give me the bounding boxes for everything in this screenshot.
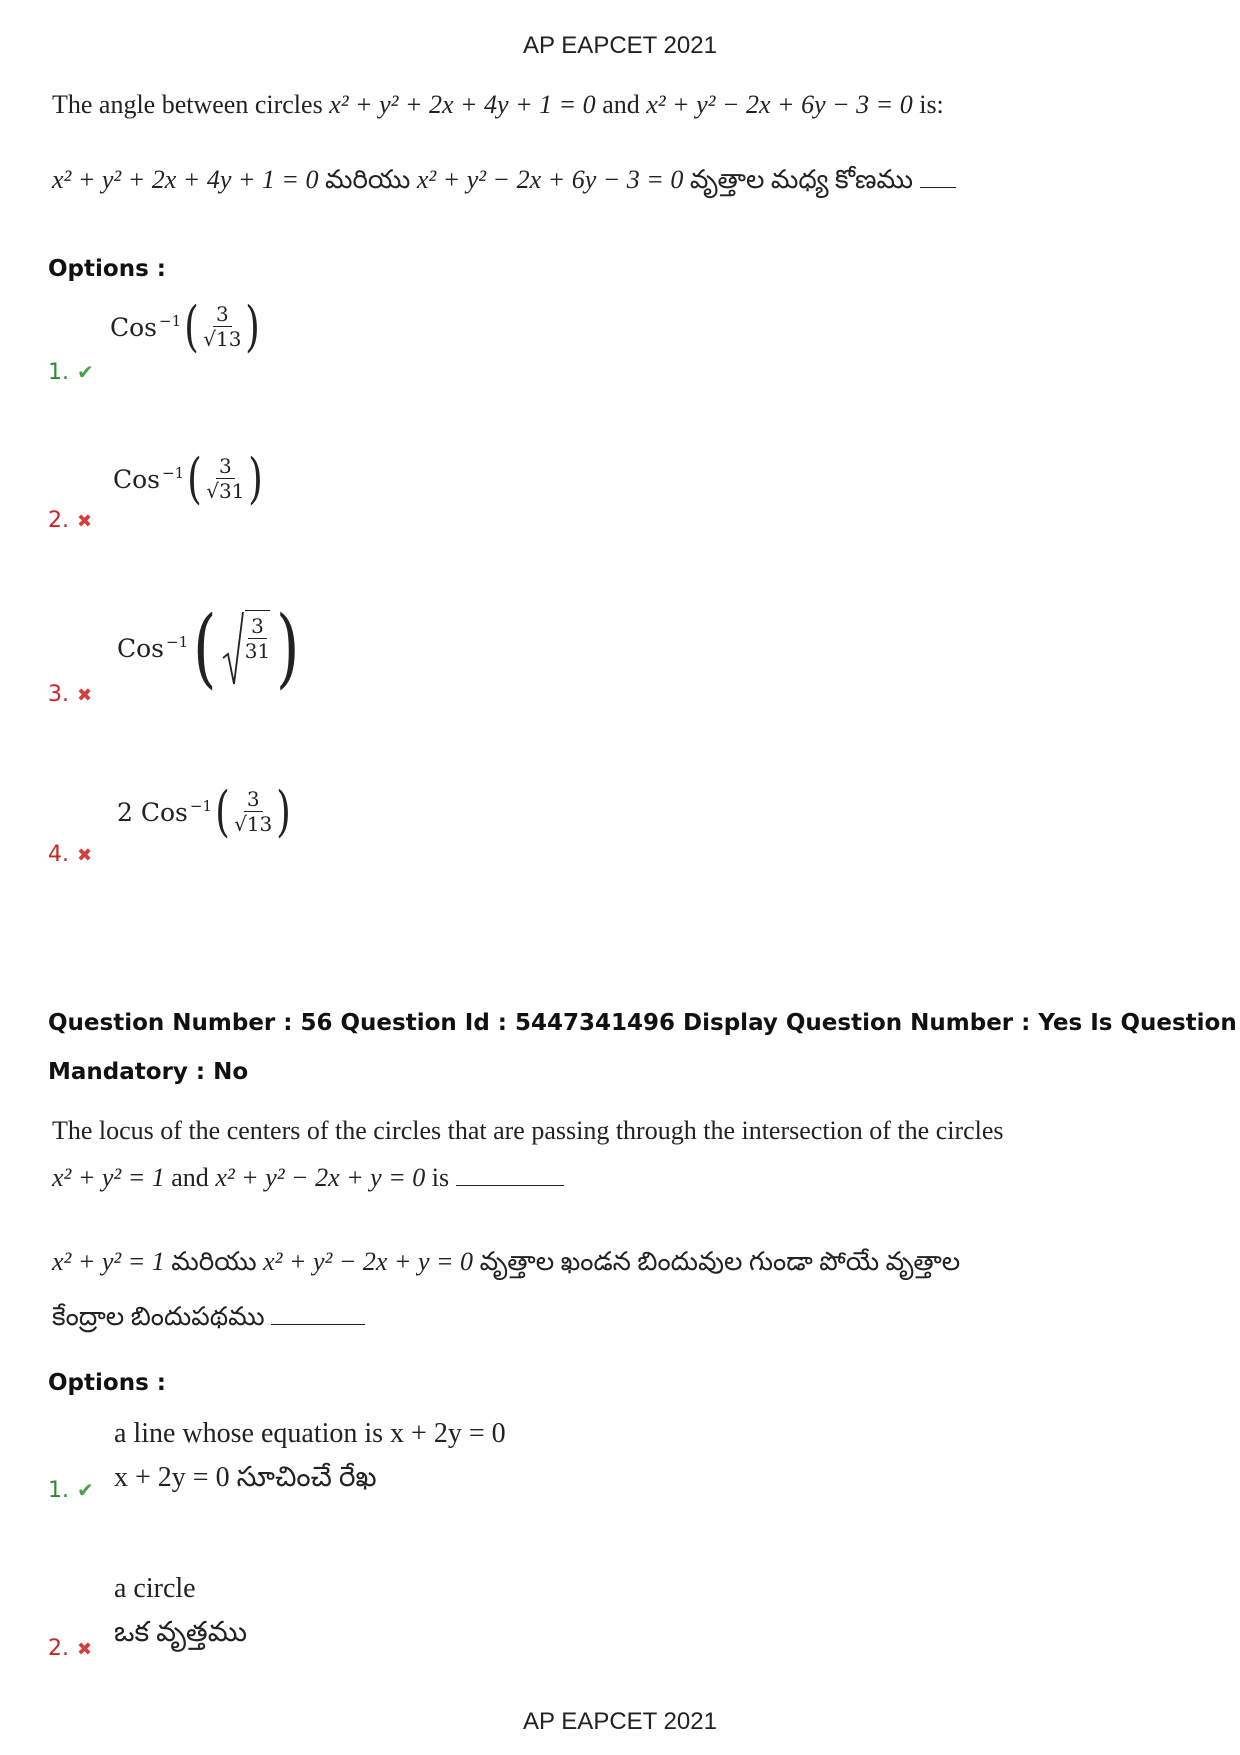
function-name: Cos (113, 464, 161, 494)
q55-equation-2: x² + y² − 2x + 6y − 3 = 0 (646, 90, 913, 119)
numerator: 3 (244, 788, 263, 812)
fraction (245, 610, 270, 686)
q55-te-suffix: వృత్తాల మధ్య కోణము (683, 165, 920, 194)
numerator: 3 (248, 615, 267, 639)
denominator: √13 (234, 812, 273, 836)
square-root-fraction (222, 610, 271, 686)
exponent: −1 (159, 312, 182, 330)
exponent: −1 (166, 633, 189, 651)
q55-text-prefix: The angle between circles (52, 90, 330, 119)
fraction (234, 788, 272, 836)
function-name: Cos (140, 797, 188, 827)
left-paren: ( (187, 447, 203, 510)
q56-option-2-number: 2. ✖ (48, 1636, 93, 1661)
q56-is: is (425, 1163, 456, 1192)
denominator: √13 (203, 327, 242, 351)
radical-sign-icon (222, 610, 244, 686)
q55-options-label: Options : (48, 256, 166, 282)
question-55-text-en (52, 90, 944, 120)
left-paren: ( (184, 295, 200, 358)
q55-option-2-number: 2. ✖ (48, 508, 93, 533)
function-name: Cos (117, 633, 165, 663)
cross-icon: ✖ (77, 845, 93, 866)
denominator: √31 (206, 479, 245, 503)
cross-icon: ✖ (77, 1639, 93, 1660)
q56-option-2-text-te: ఒక వృత్తము (114, 1617, 248, 1648)
q56-option-2-text-en: a circle (114, 1573, 196, 1604)
left-paren: ( (193, 598, 217, 698)
q56-equation-1: x² + y² = 1 (52, 1163, 165, 1192)
q56-te-line-2-text: కేంద్రాల బిందుపథము (52, 1302, 272, 1331)
q56-te-equation-2: x² + y² − 2x + y = 0 (263, 1247, 474, 1276)
fraction (203, 303, 241, 351)
left-paren: ( (215, 780, 230, 843)
q56-option-1-text-en: a line whose equation is x + 2y = 0 (114, 1418, 506, 1449)
q56-te-equation-1: x² + y² = 1 (52, 1247, 165, 1276)
q55-text-suffix: is: (912, 90, 944, 119)
q55-option-1-expression (110, 295, 264, 358)
page-header: AP EAPCET 2021 (523, 32, 717, 59)
q55-option-4-number: 4. ✖ (48, 842, 93, 867)
q56-option-1-number: 1. ✔ (48, 1478, 94, 1503)
q55-option-2-expression (113, 447, 267, 510)
q55-and: and (595, 90, 647, 119)
q55-te-equation-1: x² + y² + 2x + 4y + 1 = 0 (52, 165, 319, 194)
right-paren: ) (248, 447, 264, 510)
exponent: −1 (189, 797, 212, 815)
q56-meta-line-1: Question Number : 56 Question Id : 5447341496 Display Question Number : Yes Is Question (48, 1010, 1237, 1036)
q56-and: and (164, 1163, 216, 1192)
q56-text-te-line-1 (52, 1247, 960, 1283)
q56-text-te-line-2 (52, 1302, 365, 1338)
right-paren: ) (276, 780, 292, 843)
numerator: 3 (216, 455, 235, 479)
q55-option-4-expression (117, 780, 294, 843)
page-footer: AP EAPCET 2021 (523, 1708, 717, 1735)
cross-icon: ✖ (77, 685, 93, 706)
q56-te-mid: మరియు (164, 1247, 264, 1276)
q56-option-1-text-te: x + 2y = 0 సూచించే రేఖ (114, 1462, 377, 1493)
exponent: −1 (162, 464, 185, 482)
q55-option-3-expression (117, 598, 305, 698)
q56-text-en-line-1: The locus of the centers of the circles that are passing through the intersection of the circles (52, 1116, 1004, 1145)
q56-options-label: Options : (48, 1370, 166, 1396)
function-name: Cos (110, 312, 158, 342)
q56-text-en-line-2 (52, 1163, 564, 1193)
answer-blank (920, 167, 956, 188)
fraction (206, 455, 244, 503)
q55-equation-1: x² + y² + 2x + 4y + 1 = 0 (329, 90, 596, 119)
right-paren: ) (245, 295, 261, 358)
q55-option-1-number: 1. ✔ (48, 360, 94, 385)
q55-te-equation-2: x² + y² − 2x + 6y − 3 = 0 (416, 165, 684, 194)
question-55-text-te (52, 165, 956, 201)
answer-blank (271, 1304, 365, 1325)
check-icon: ✔ (77, 1478, 94, 1502)
q56-equation-2: x² + y² − 2x + y = 0 (215, 1163, 426, 1192)
numerator: 3 (213, 303, 232, 327)
cross-icon: ✖ (77, 511, 93, 532)
q56-meta-line-2: Mandatory : No (48, 1059, 249, 1085)
coefficient: 2 (117, 797, 141, 827)
right-paren: ) (276, 598, 300, 698)
q56-te-suffix: వృత్తాల ఖండన బిందువుల గుండా పోయే వృత్తాల (473, 1247, 961, 1276)
denominator: 31 (244, 639, 271, 663)
check-icon: ✔ (77, 360, 94, 384)
answer-blank (456, 1165, 564, 1186)
q55-option-3-number: 3. ✖ (48, 682, 93, 707)
q55-te-mid: మరియు (318, 165, 417, 194)
